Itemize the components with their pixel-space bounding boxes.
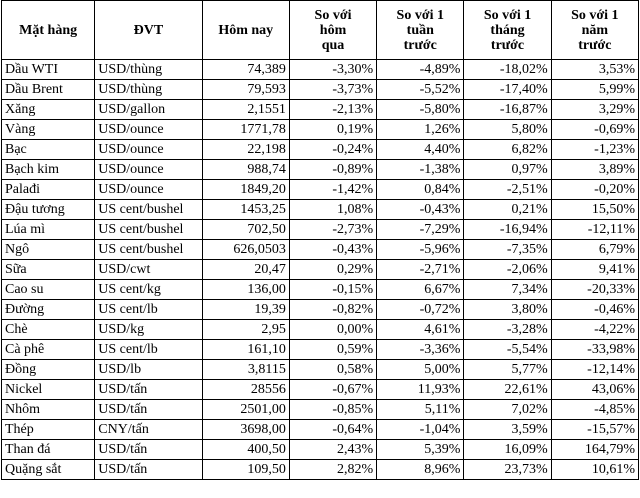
cell-item: Thép — [2, 420, 95, 440]
cell-unit: US cent/lb — [95, 340, 202, 360]
cell-vs-year: 3,53% — [551, 60, 638, 80]
header-vs-yesterday — [289, 1, 376, 60]
cell-vs-week: 4,40% — [377, 140, 464, 160]
header-vs-month-line1: So với 1 — [483, 7, 532, 23]
cell-vs-week: -5,80% — [377, 100, 464, 120]
table-row — [2, 320, 639, 340]
cell-today: 79,593 — [202, 80, 289, 100]
header-vs-week-line2: tuần — [406, 22, 434, 38]
header-vs-yesterday-line1: So với — [314, 7, 352, 23]
cell-item: Cà phê — [2, 340, 95, 360]
cell-today: 626,0503 — [202, 240, 289, 260]
cell-item: Ngô — [2, 240, 95, 260]
cell-vs-year: 5,99% — [551, 80, 638, 100]
table-row — [2, 460, 639, 480]
table-row — [2, 220, 639, 240]
cell-vs-year: 3,29% — [551, 100, 638, 120]
cell-today: 136,00 — [202, 280, 289, 300]
table-row — [2, 440, 639, 460]
cell-unit: USD/ounce — [95, 120, 202, 140]
cell-vs-week: 11,93% — [377, 380, 464, 400]
cell-today: 1453,25 — [202, 200, 289, 220]
cell-vs-yesterday: 0,00% — [289, 320, 376, 340]
table-row — [2, 260, 639, 280]
cell-vs-year: -0,46% — [551, 300, 638, 320]
cell-today: 3,8115 — [202, 360, 289, 380]
table-row — [2, 120, 639, 140]
cell-vs-yesterday: 2,82% — [289, 460, 376, 480]
cell-vs-year: -33,98% — [551, 340, 638, 360]
header-vs-week — [377, 1, 464, 60]
cell-vs-month: 23,73% — [464, 460, 551, 480]
cell-vs-yesterday: 0,29% — [289, 260, 376, 280]
header-unit: ĐVT — [95, 1, 202, 60]
cell-vs-year: -4,85% — [551, 400, 638, 420]
cell-unit: USD/ounce — [95, 160, 202, 180]
cell-vs-month: 6,82% — [464, 140, 551, 160]
cell-vs-week: -5,52% — [377, 80, 464, 100]
cell-vs-yesterday: -0,43% — [289, 240, 376, 260]
cell-vs-year: 3,89% — [551, 160, 638, 180]
cell-unit: USD/thùng — [95, 60, 202, 80]
cell-vs-month: 5,77% — [464, 360, 551, 380]
cell-today: 3698,00 — [202, 420, 289, 440]
table-row — [2, 400, 639, 420]
cell-vs-year: -1,23% — [551, 140, 638, 160]
cell-item: Nhôm — [2, 400, 95, 420]
cell-vs-year: 164,79% — [551, 440, 638, 460]
cell-unit: USD/lb — [95, 360, 202, 380]
header-vs-year-line3: trước — [578, 37, 612, 53]
table-row — [2, 160, 639, 180]
cell-today: 74,389 — [202, 60, 289, 80]
cell-vs-week: -1,04% — [377, 420, 464, 440]
cell-vs-year: -0,69% — [551, 120, 638, 140]
cell-vs-yesterday: -0,89% — [289, 160, 376, 180]
header-today: Hôm nay — [202, 1, 289, 60]
cell-vs-month: -17,40% — [464, 80, 551, 100]
cell-vs-yesterday: 0,19% — [289, 120, 376, 140]
header-vs-month-line2: tháng — [490, 22, 525, 38]
cell-unit: US cent/bushel — [95, 200, 202, 220]
header-vs-month-line3: trước — [490, 37, 525, 53]
header-vs-yesterday-line2: hôm — [319, 22, 347, 38]
cell-item: Đường — [2, 300, 95, 320]
cell-vs-month: 5,80% — [464, 120, 551, 140]
cell-today: 2,95 — [202, 320, 289, 340]
cell-item: Dầu Brent — [2, 80, 95, 100]
cell-vs-week: 5,11% — [377, 400, 464, 420]
cell-vs-week: -4,89% — [377, 60, 464, 80]
cell-vs-year: -4,22% — [551, 320, 638, 340]
cell-unit: USD/gallon — [95, 100, 202, 120]
cell-item: Dầu WTI — [2, 60, 95, 80]
cell-vs-week: 1,26% — [377, 120, 464, 140]
header-vs-month — [464, 1, 551, 60]
cell-today: 22,198 — [202, 140, 289, 160]
cell-vs-week: -2,71% — [377, 260, 464, 280]
cell-vs-yesterday: -0,67% — [289, 380, 376, 400]
cell-vs-yesterday: 2,43% — [289, 440, 376, 460]
cell-item: Bạch kim — [2, 160, 95, 180]
table-row — [2, 420, 639, 440]
cell-unit: USD/kg — [95, 320, 202, 340]
cell-vs-month: -2,51% — [464, 180, 551, 200]
cell-today: 19,39 — [202, 300, 289, 320]
cell-vs-year: -0,20% — [551, 180, 638, 200]
table-row — [2, 100, 639, 120]
cell-vs-yesterday: -2,73% — [289, 220, 376, 240]
cell-vs-yesterday: -0,24% — [289, 140, 376, 160]
cell-vs-month: 3,80% — [464, 300, 551, 320]
cell-item: Lúa mì — [2, 220, 95, 240]
cell-vs-month: 7,34% — [464, 280, 551, 300]
cell-vs-week: -7,29% — [377, 220, 464, 240]
cell-vs-yesterday: -0,64% — [289, 420, 376, 440]
table-row — [2, 240, 639, 260]
cell-unit: USD/tấn — [95, 400, 202, 420]
cell-vs-month: 0,97% — [464, 160, 551, 180]
cell-vs-month: 16,09% — [464, 440, 551, 460]
header-vs-week-line1: So với 1 — [396, 7, 444, 23]
cell-vs-yesterday: -3,73% — [289, 80, 376, 100]
table-header — [2, 1, 639, 60]
cell-vs-week: 6,67% — [377, 280, 464, 300]
cell-item: Đậu tương — [2, 200, 95, 220]
table-row — [2, 200, 639, 220]
table-row — [2, 140, 639, 160]
cell-vs-year: -12,11% — [551, 220, 638, 240]
cell-vs-year: -12,14% — [551, 360, 638, 380]
cell-today: 1771,78 — [202, 120, 289, 140]
table-row — [2, 80, 639, 100]
cell-today: 28556 — [202, 380, 289, 400]
cell-vs-month: -16,87% — [464, 100, 551, 120]
cell-vs-yesterday: -0,15% — [289, 280, 376, 300]
cell-vs-month: -2,06% — [464, 260, 551, 280]
cell-vs-yesterday: 0,59% — [289, 340, 376, 360]
table-row — [2, 300, 639, 320]
cell-unit: US cent/bushel — [95, 220, 202, 240]
cell-today: 2,1551 — [202, 100, 289, 120]
cell-vs-week: -3,36% — [377, 340, 464, 360]
cell-vs-month: 22,61% — [464, 380, 551, 400]
cell-unit: US cent/kg — [95, 280, 202, 300]
cell-unit: USD/tấn — [95, 460, 202, 480]
header-vs-year — [551, 1, 638, 60]
cell-vs-yesterday: 0,58% — [289, 360, 376, 380]
cell-unit: US cent/bushel — [95, 240, 202, 260]
header-row — [2, 1, 639, 60]
cell-item: Đồng — [2, 360, 95, 380]
cell-vs-month: 7,02% — [464, 400, 551, 420]
header-vs-yesterday-line3: qua — [321, 37, 345, 53]
cell-today: 400,50 — [202, 440, 289, 460]
cell-vs-week: -0,43% — [377, 200, 464, 220]
cell-today: 161,10 — [202, 340, 289, 360]
cell-vs-month: -16,94% — [464, 220, 551, 240]
cell-item: Palađi — [2, 180, 95, 200]
cell-item: Xăng — [2, 100, 95, 120]
cell-item: Nickel — [2, 380, 95, 400]
cell-item: Bạc — [2, 140, 95, 160]
cell-vs-year: 6,79% — [551, 240, 638, 260]
table-row — [2, 340, 639, 360]
header-vs-year-line1: So với 1 — [571, 7, 619, 23]
header-vs-year-line2: năm — [581, 22, 609, 38]
cell-vs-year: 10,61% — [551, 460, 638, 480]
cell-vs-year: 9,41% — [551, 260, 638, 280]
cell-vs-week: 8,96% — [377, 460, 464, 480]
cell-vs-year: -15,57% — [551, 420, 638, 440]
cell-vs-yesterday: -0,85% — [289, 400, 376, 420]
cell-vs-week: 0,84% — [377, 180, 464, 200]
cell-vs-week: 5,39% — [377, 440, 464, 460]
cell-today: 20,47 — [202, 260, 289, 280]
cell-vs-yesterday: -0,82% — [289, 300, 376, 320]
table-row — [2, 280, 639, 300]
cell-item: Chè — [2, 320, 95, 340]
cell-vs-week: -0,72% — [377, 300, 464, 320]
cell-vs-year: 43,06% — [551, 380, 638, 400]
table-row — [2, 180, 639, 200]
cell-vs-month: -7,35% — [464, 240, 551, 260]
cell-vs-yesterday: 1,08% — [289, 200, 376, 220]
cell-unit: USD/cwt — [95, 260, 202, 280]
cell-vs-yesterday: -3,30% — [289, 60, 376, 80]
cell-item: Quặng sắt — [2, 460, 95, 480]
cell-today: 109,50 — [202, 460, 289, 480]
cell-item: Vàng — [2, 120, 95, 140]
cell-vs-month: 3,59% — [464, 420, 551, 440]
header-vs-week-line3: trước — [403, 37, 437, 53]
cell-vs-yesterday: -1,42% — [289, 180, 376, 200]
cell-vs-month: -18,02% — [464, 60, 551, 80]
cell-unit: USD/tấn — [95, 440, 202, 460]
cell-vs-year: -20,33% — [551, 280, 638, 300]
cell-unit: USD/ounce — [95, 140, 202, 160]
cell-today: 988,74 — [202, 160, 289, 180]
cell-vs-week: -1,38% — [377, 160, 464, 180]
cell-item: Sữa — [2, 260, 95, 280]
cell-unit: USD/tấn — [95, 380, 202, 400]
cell-today: 702,50 — [202, 220, 289, 240]
table-row — [2, 60, 639, 80]
cell-today: 1849,20 — [202, 180, 289, 200]
commodity-price-table — [1, 0, 639, 480]
cell-unit: USD/thùng — [95, 80, 202, 100]
cell-today: 2501,00 — [202, 400, 289, 420]
cell-vs-month: -5,54% — [464, 340, 551, 360]
cell-unit: CNY/tấn — [95, 420, 202, 440]
cell-unit: USD/ounce — [95, 180, 202, 200]
cell-unit: US cent/lb — [95, 300, 202, 320]
cell-item: Cao su — [2, 280, 95, 300]
cell-vs-week: 5,00% — [377, 360, 464, 380]
cell-vs-month: -3,28% — [464, 320, 551, 340]
cell-vs-month: 0,21% — [464, 200, 551, 220]
cell-vs-year: 15,50% — [551, 200, 638, 220]
table-row — [2, 380, 639, 400]
cell-vs-week: -5,96% — [377, 240, 464, 260]
cell-item: Than đá — [2, 440, 95, 460]
cell-vs-yesterday: -2,13% — [289, 100, 376, 120]
cell-vs-week: 4,61% — [377, 320, 464, 340]
table-row — [2, 360, 639, 380]
header-item: Mặt hàng — [2, 1, 95, 60]
table-body — [2, 60, 639, 480]
